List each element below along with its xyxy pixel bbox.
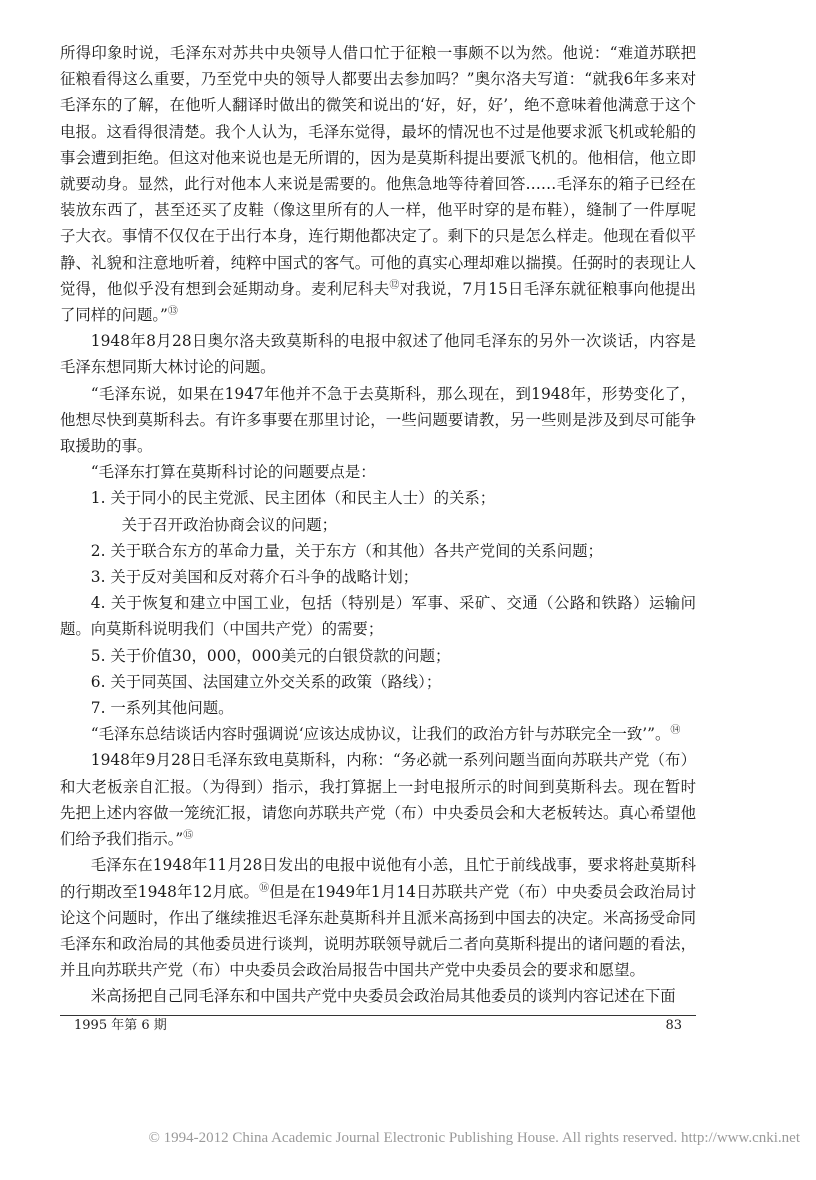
paragraph: 1948年9月28日毛泽东致电莫斯科，内称：“务必就一系列问题当面向苏联共产党（布）和大老板亲自汇报。（为得到）指示，我打算据上一封电报所示的时间到莫斯科去。现在暂时先把上述内容做一笼统汇报，请您向苏联共产党（布）中央委员会和大老板转达。真心希望他们给予我们指示。”⑮ <box>60 751 696 849</box>
page-footer <box>60 1016 696 1036</box>
paragraph: “毛泽东打算在莫斯科讨论的问题要点是： <box>90 463 376 482</box>
footnote-marker[interactable]: ⑭ <box>670 725 681 737</box>
paragraph: “毛泽东总结谈话内容时强调说‘应该达成协议，让我们的政治方针与苏联完全一致’”。⑭ <box>90 725 681 744</box>
paragraph: “毛泽东说，如果在1947年他并不急于去莫斯科，那么现在，到1948年，形势变化了，他想尽快到莫斯科去。有许多事要在那里讨论，一些问题要请教，另一些则是涉及到尽可能争取援助的事。 <box>60 384 696 456</box>
list-item: 1. 关于同小的民主党派、民主团体（和民主人士）的关系； <box>90 489 496 508</box>
footnote-marker[interactable]: ⑬ <box>167 305 178 317</box>
list-item: 关于召开政治协商会议的问题； <box>121 515 338 534</box>
list-item: 5. 关于价值30，000，000美元的白银贷款的问题； <box>90 646 451 665</box>
footnote-marker[interactable]: ⑫ <box>389 279 400 291</box>
paragraph: 所得印象时说，毛泽东对苏共中央领导人借口忙于征粮一事颇不以为然。他说：“难道苏联把征粮看得这么重要，乃至党中央的领导人都要出去参加吗？”奥尔洛夫写道：“就我6年多来对毛泽东的了解，在他听人翻译时做出的微笑和说出的‘好，好，好’，绝不意味着他满意于这个电报。这看得很清楚。我个人认为，毛泽东觉得，最坏的情况也不过是他要求派飞机或轮船的事会遭到拒绝。但这对他来说也是无所谓的，因为是莫斯科提出要派飞机的。他相信，他立即就要动身。显然，此行对他本人来说是需要的。他焦急地等待着回答……毛泽东的箱子已经在装放东西了，甚至还买了皮鞋（像这里所有的人一样，他平时穿的是布鞋），缝制了一件厚呢子大衣。事情不仅仅在于出行本身，连行期他都决定了。剩下的只是怎么样走。他现在看似平静、礼貌和注意地听着，纯粹中国式的客气。可他的真实心理却难以揣摸。任弼时的表现让人觉得，他似乎没有想到会延期动身。麦利尼科夫⑫对我说，7月15日毛泽东就征粮事向他提出了同样的问题。”⑬ <box>60 44 696 325</box>
paragraph: 1948年8月28日奥尔洛夫致莫斯科的电报中叙述了他同毛泽东的另外一次谈话，内容是毛泽东想同斯大林讨论的问题。 <box>60 332 696 377</box>
list-item: 3. 关于反对美国和反对蒋介石斗争的战略计划； <box>90 568 419 587</box>
article-body <box>60 40 696 1010</box>
list-item: 4. 关于恢复和建立中国工业，包括（特别是）军事、采矿、交通（公路和铁路）运输问题。向莫斯科说明我们（中国共产党）的需要； <box>60 594 696 639</box>
issue-label: 1995 年第 6 期 <box>74 1018 167 1033</box>
list-item: 7. 一系列其他问题。 <box>90 699 234 718</box>
paragraph: 米高扬把自己同毛泽东和中国共产党中央委员会政治局其他委员的谈判内容记述在下面 <box>90 987 676 1006</box>
paragraph: 毛泽东在1948年11月28日发出的电报中说他有小恙，且忙于前线战事，要求将赴莫斯科的行期改至1948年12月底。⑯但是在1949年1月14日苏联共产党（布）中央委员会政治局讨论这个问题时，作出了继续推迟毛泽东赴莫斯科并且派米高扬到中国去的决定。米高扬受命同毛泽东和政治局的其他委员进行谈判，说明苏联领导就后二者向莫斯科提出的诸问题的看法，并且向苏联共产党（布）中央委员会政治局报告中国共产党中央委员会的要求和愿望。 <box>60 856 696 980</box>
footnote-marker[interactable]: ⑮ <box>183 829 194 841</box>
list-item: 6. 关于同英国、法国建立外交关系的政策（路线）； <box>90 672 442 691</box>
copyright-notice: © 1994-2012 China Academic Journal Electronic Publishing House. All rights reserved. http://www.cnki.net <box>148 1130 800 1146</box>
page-number: 83 <box>665 1018 682 1033</box>
footnote-marker[interactable]: ⑯ <box>259 882 270 894</box>
list-item: 2. 关于联合东方的革命力量，关于东方（和其他）各共产党间的关系问题； <box>90 541 603 560</box>
